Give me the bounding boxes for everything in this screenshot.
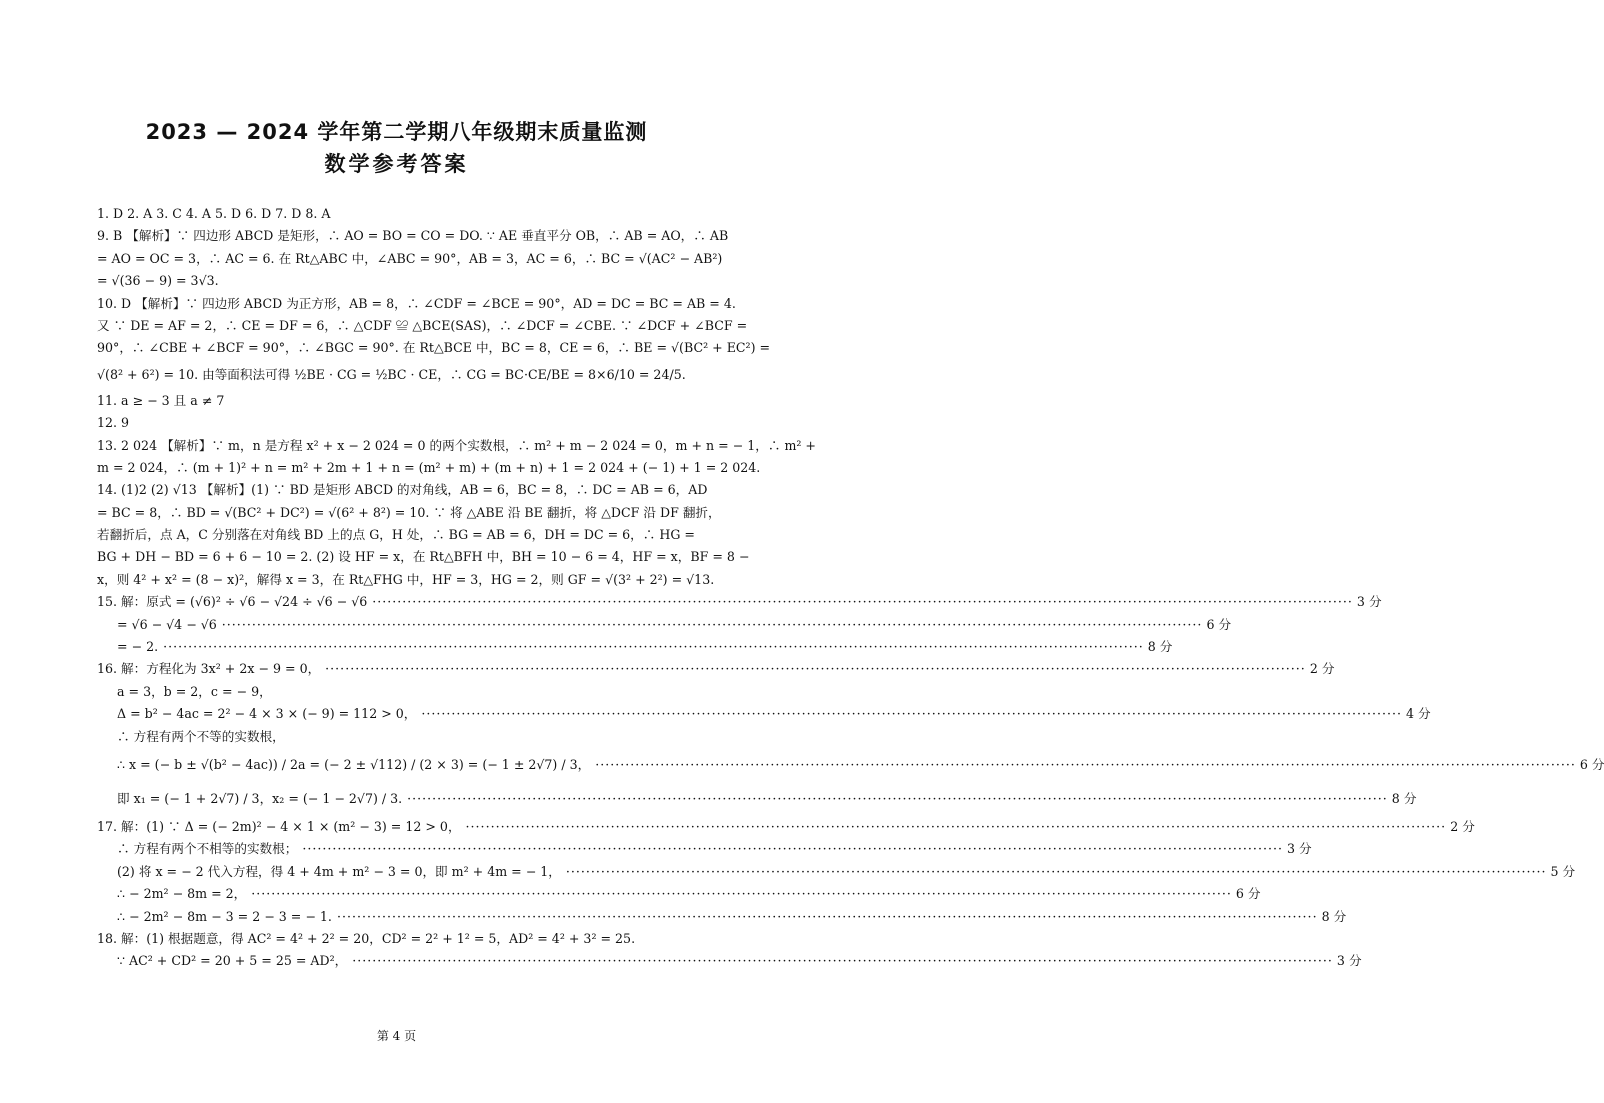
solution-step [97,591,1382,613]
answer-line: 又 ∵ DE = AF = 2，∴ CE = DF = 6，∴ △CDF ≌ △BCE(SAS)，∴ ∠DCF = ∠CBE. ∵ ∠DCF + ∠BCF = [97,317,748,333]
step-score: 3 分 [1286,841,1312,857]
solution-step [97,928,697,950]
scored-steps [97,591,1604,972]
step-score: 3 分 [1356,594,1382,610]
step-text: 17. 解：(1) ∵ Δ = (− 2m)² − 4 × 1 × (m² − 3) = 12 > 0， ····· [97,816,1446,838]
answer-line: √(8² + 6²) = 10. 由等面积法可得 ½BE · CG = ½BC · CE，∴ CG = BC·CE/BE = 8×6/10 = 24/5. [97,366,686,382]
step-text: 18. 解：(1) 根据题意，得 AC² = 4² + 2² = 20，CD² = 2² + 1² = 5，AD² = 4² + 3² = 25. [97,930,636,946]
answer-line: = BC = 8，∴ BD = √(BC² + DC²) = √(6² + 8²) = 10. ∵ 将 △ABE 沿 BE 翻折，将 △DCF 沿 DF 翻折， [97,504,721,520]
answer-line: 14. (1)2 (2) √13 【解析】(1) ∵ BD 是矩形 ABCD 的对角线，AB = 6，BC = 8，∴ DC = AB = 6，AD [97,482,708,498]
answer-line: 10. D 【解析】∵ 四边形 ABCD 为正方形，AB = 8，∴ ∠CDF = ∠BCE = 90°，AD = DC = BC = AB = 4. [97,295,736,311]
step-score: 3 分 [1336,953,1362,969]
exam-title: 2023 — 2024 学年第二学期八年级期末质量监测 [145,120,648,144]
answer-line: 90°，∴ ∠CBE + ∠BCF = 90°，∴ ∠BGC = 90°. 在 Rt△BCE 中，BC = 8，CE = 6，∴ BE = √(BC² + EC²) = [97,340,771,356]
solution-step [97,906,1347,928]
step-text: ∵ AC² + CD² = 20 + 5 = 25 = AD²， ····· [117,950,1333,972]
solution-step [97,636,1173,658]
step-score: 8 分 [1147,639,1173,655]
step-text: ∴ 方程有两个不相等的实数根； ····· [117,838,1283,860]
step-score: 2 分 [1450,818,1475,834]
answer-line: 13. 2 024 【解析】∵ m，n 是方程 x² + x − 2 024 = 0 的两个实数根，∴ m² + m − 2 024 = 0，m + n = − 1，∴ m² + [97,437,816,453]
answer-line: 若翻折后，点 A，C 分别落在对角线 BD 上的点 G，H 处，∴ BG = AB = 6，DH = DC = 6，∴ HG = [97,527,695,543]
solution-step [97,838,1312,860]
answer-line: = AO = OC = 3，∴ AC = 6. 在 Rt△ABC 中，∠ABC = 90°，AB = 3，AC = 6，∴ BC = √(AC² − AB²) [97,250,723,266]
answer-line: 12. 9 [97,415,130,431]
step-score: 6 分 [1235,886,1261,902]
step-text: ∴ 方程有两个不等的实数根， [117,728,285,744]
step-score: 2 分 [1309,661,1335,677]
step-text: (2) 将 x = − 2 代入方程，得 4 + 4m + m² − 3 = 0，即 m² + 4m = − 1， ····· [117,861,1547,883]
answer-line: m = 2 024，∴ (m + 1)² + n = m² + 2m + 1 + n = (m² + m) + (m + n) + 1 = 2 024 + (− 1) + 1 = 2 024. [97,459,761,475]
step-text: a = 3，b = 2，c = − 9， [117,683,272,699]
step-text: ∴ − 2m² − 8m − 3 = 2 − 3 = − 1. ····· [117,906,1318,928]
step-text: = − 2. ····· [117,636,1144,658]
answer-line: = √(36 − 9) = 3√3. [97,273,219,289]
solution-step [97,816,1475,838]
answer-body [97,203,1604,973]
step-text: 16. 解：方程化为 3x² + 2x − 9 = 0， ····· [97,658,1306,680]
solution-step [97,726,697,748]
step-text: = √6 − √4 − √6 ····· [117,614,1202,636]
step-score: 6 分 [1579,756,1604,772]
step-text: ∴ − 2m² − 8m = 2， ····· [117,883,1232,905]
solution-step [97,658,1335,680]
solution-step [97,782,1417,816]
step-score: 4 分 [1406,706,1431,722]
step-text: Δ = b² − 4ac = 2² − 4 × 3 × (− 9) = 112 > 0， ····· [117,703,1402,725]
answer-line: 9. B 【解析】∵ 四边形 ABCD 是矩形，∴ AO = BO = CO = DO. ∵ AE 垂直平分 OB，∴ AB = AO，∴ AB [97,228,729,244]
solution-step [97,681,697,703]
solution-step [97,950,1362,972]
step-score: 8 分 [1391,790,1417,806]
step-text: 15. 解：原式 = (√6)² ÷ √6 − √24 ÷ √6 − √6 ····· [97,591,1353,613]
answer-line: BG + DH − BD = 6 + 6 − 10 = 2. (2) 设 HF = x，在 Rt△BFH 中，BH = 10 − 6 = 4，HF = x，BF = 8 − [97,549,750,565]
step-score: 6 分 [1206,616,1232,632]
mc-answers: 1. D 2. A 3. C 4. A 5. D 6. D 7. D 8. A [97,206,331,221]
solution-step [97,748,1604,782]
solution-step [97,614,1232,636]
step-score: 8 分 [1321,908,1347,924]
step-score: 5 分 [1550,863,1576,879]
page-number: 第 4 页 [376,1029,417,1043]
solution-step [97,883,1261,905]
answer-line: x，则 4² + x² = (8 − x)²，解得 x = 3，在 Rt△FHG 中，HF = 3，HG = 2，则 GF = √(3² + 2²) = √13. [97,571,715,587]
step-text: 即 x₁ = (− 1 + 2√7) / 3，x₂ = (− 1 − 2√7) / 3. ····· [117,788,1388,810]
answer-key-title: 数学参考答案 [324,152,469,176]
step-text: ∴ x = (− b ± √(b² − 4ac)) / 2a = (− 2 ± √112) / (2 × 3) = (− 1 ± 2√7) / 3， ····· [117,754,1576,776]
solution-step [97,703,1431,725]
solution-step [97,861,1576,883]
answer-line: 11. a ≥ − 3 且 a ≠ 7 [97,392,225,408]
